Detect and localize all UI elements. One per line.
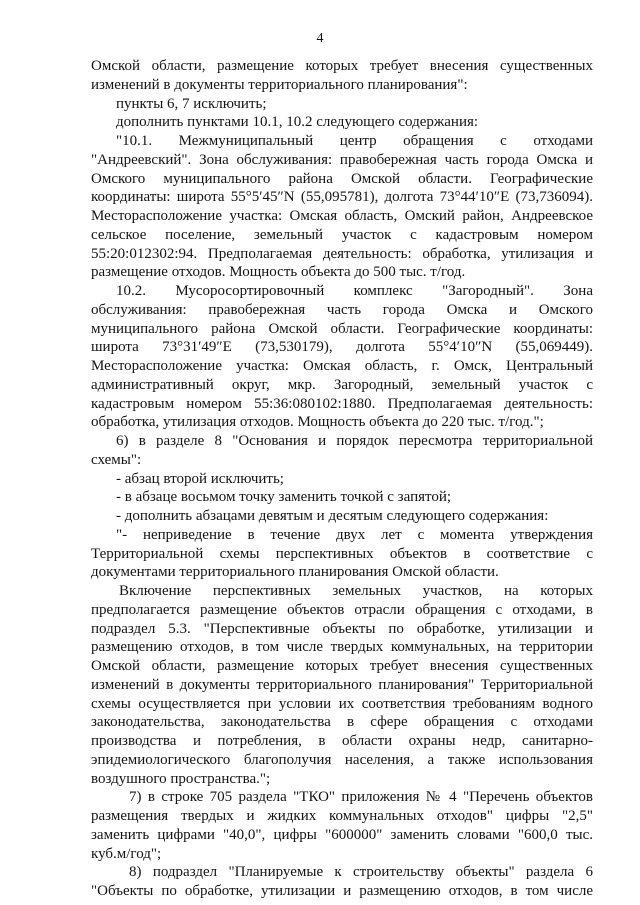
text-line: административный округ, мкр. Загородный, земельный участок с bbox=[91, 376, 593, 393]
text-line: 7) в строке 705 раздела "ТКО" приложения № 4 "Перечень объектов bbox=[129, 789, 593, 806]
text-line: Омского муниципального района Омской области. Географические bbox=[91, 170, 593, 187]
text-line: - абзац второй исключить; bbox=[116, 470, 284, 487]
document-body bbox=[91, 57, 593, 901]
text-line: изменений в документы территориального планирования": bbox=[91, 76, 468, 93]
text-line: размещению отходов, в том числе твердых коммунальных, на территории bbox=[91, 639, 593, 656]
text-line: дополнить пунктами 10.1, 10.2 следующего содержания: bbox=[116, 114, 479, 131]
text-line: предполагается размещение объектов отрасли обращения с отходами, в bbox=[91, 601, 593, 618]
text-line: 6) в разделе 8 "Основания и порядок пересмотра территориальной bbox=[116, 433, 593, 449]
text-line: обслуживания: правобережная часть города Омска и Омского bbox=[91, 301, 593, 318]
text-line: 10.2. Мусоросортировочный комплекс "Загородный". Зона bbox=[116, 283, 593, 299]
text-line: Омской области, размещение которых требует внесения существенных bbox=[91, 658, 593, 674]
text-line: изменений в документы территориального планирования" Территориальной bbox=[91, 676, 593, 693]
text-line: муниципального района Омской области. Географические координаты: bbox=[91, 320, 593, 337]
text-line: сельское поселение, земельный участок с кадастровым номером bbox=[91, 226, 593, 243]
text-line: "- неприведение в течение двух лет с момента утверждения bbox=[116, 526, 593, 543]
text-line: Территориальной схемы перспективных объектов в соответствие с bbox=[91, 545, 593, 562]
text-line: производства и потребления, в области охраны недр, санитарно- bbox=[91, 733, 593, 749]
text-line: обработка, утилизация отходов. Мощность объекта до 220 тыс. т/год."; bbox=[91, 414, 544, 431]
text-line: схемы": bbox=[91, 451, 142, 468]
text-line: - дополнить абзацами девятым и десятым следующего содержания: bbox=[116, 508, 549, 524]
text-line: Включение перспективных земельных участков, на которых bbox=[119, 583, 593, 599]
text-line: куб.м/год"; bbox=[91, 845, 162, 862]
text-line: эпидемиологического благополучия населения, а также использования bbox=[91, 751, 593, 768]
text-line: широта 73°31′49″E (73,530179), долгота 55°4′10″N (55,069449). bbox=[91, 339, 593, 356]
text-line: размещение отходов. Мощность объекта до 500 тыс. т/год. bbox=[91, 264, 466, 281]
text-line: документами территориального планирования Омской области. bbox=[91, 564, 499, 581]
text-line: кадастровым номером 55:36:080102:1880. Предполагаемая деятельность: bbox=[91, 395, 593, 412]
text-line: "Объекты по обработке, утилизации и размещению отходов, в том числе bbox=[91, 883, 593, 899]
text-line: Месторасположение участка: Омская область, Омский район, Андреевское bbox=[91, 208, 593, 224]
text-line: заменить цифрами "40,0", цифры "600000" заменить словами "600,0 тыс. bbox=[91, 826, 593, 843]
text-line: подраздел 5.3. "Перспективные объекты по обработке, утилизации и bbox=[91, 620, 593, 637]
text-line: 55:20:012302:94. Предполагаемая деятельность: обработка, утилизация и bbox=[91, 245, 593, 262]
text-line: законодательства, законодательства в сфере обращения с отходами bbox=[91, 714, 593, 731]
text-line: размещения твердых и жидких коммунальных отходов" цифры "2,5" bbox=[91, 808, 593, 824]
text-line: воздушного пространства."; bbox=[91, 770, 271, 787]
text-line: пункты 6, 7 исключить; bbox=[116, 95, 267, 112]
text-line: Месторасположение участка: Омская область, г. Омск, Центральный bbox=[91, 358, 593, 374]
text-line: 8) подраздел "Планируемые к строительству объекты" раздела 6 bbox=[129, 864, 593, 881]
text-line: "Андреевский". Зона обслуживания: правобережная часть города Омска и bbox=[91, 151, 593, 168]
text-line: - в абзаце восьмом точку заменить точкой с запятой; bbox=[116, 489, 452, 506]
text-line: схемы осуществляется при условии их соответствия требованиям водного bbox=[91, 695, 593, 712]
text-line: Омской области, размещение которых требует внесения существенных bbox=[91, 58, 593, 74]
text-line: координаты: широта 55°5′45″N (55,095781), долгота 73°44′10″E (73,736094). bbox=[91, 189, 593, 206]
text-line: "10.1. Межмуниципальный центр обращения с отходами bbox=[116, 133, 593, 149]
page-number: 4 bbox=[316, 31, 324, 46]
